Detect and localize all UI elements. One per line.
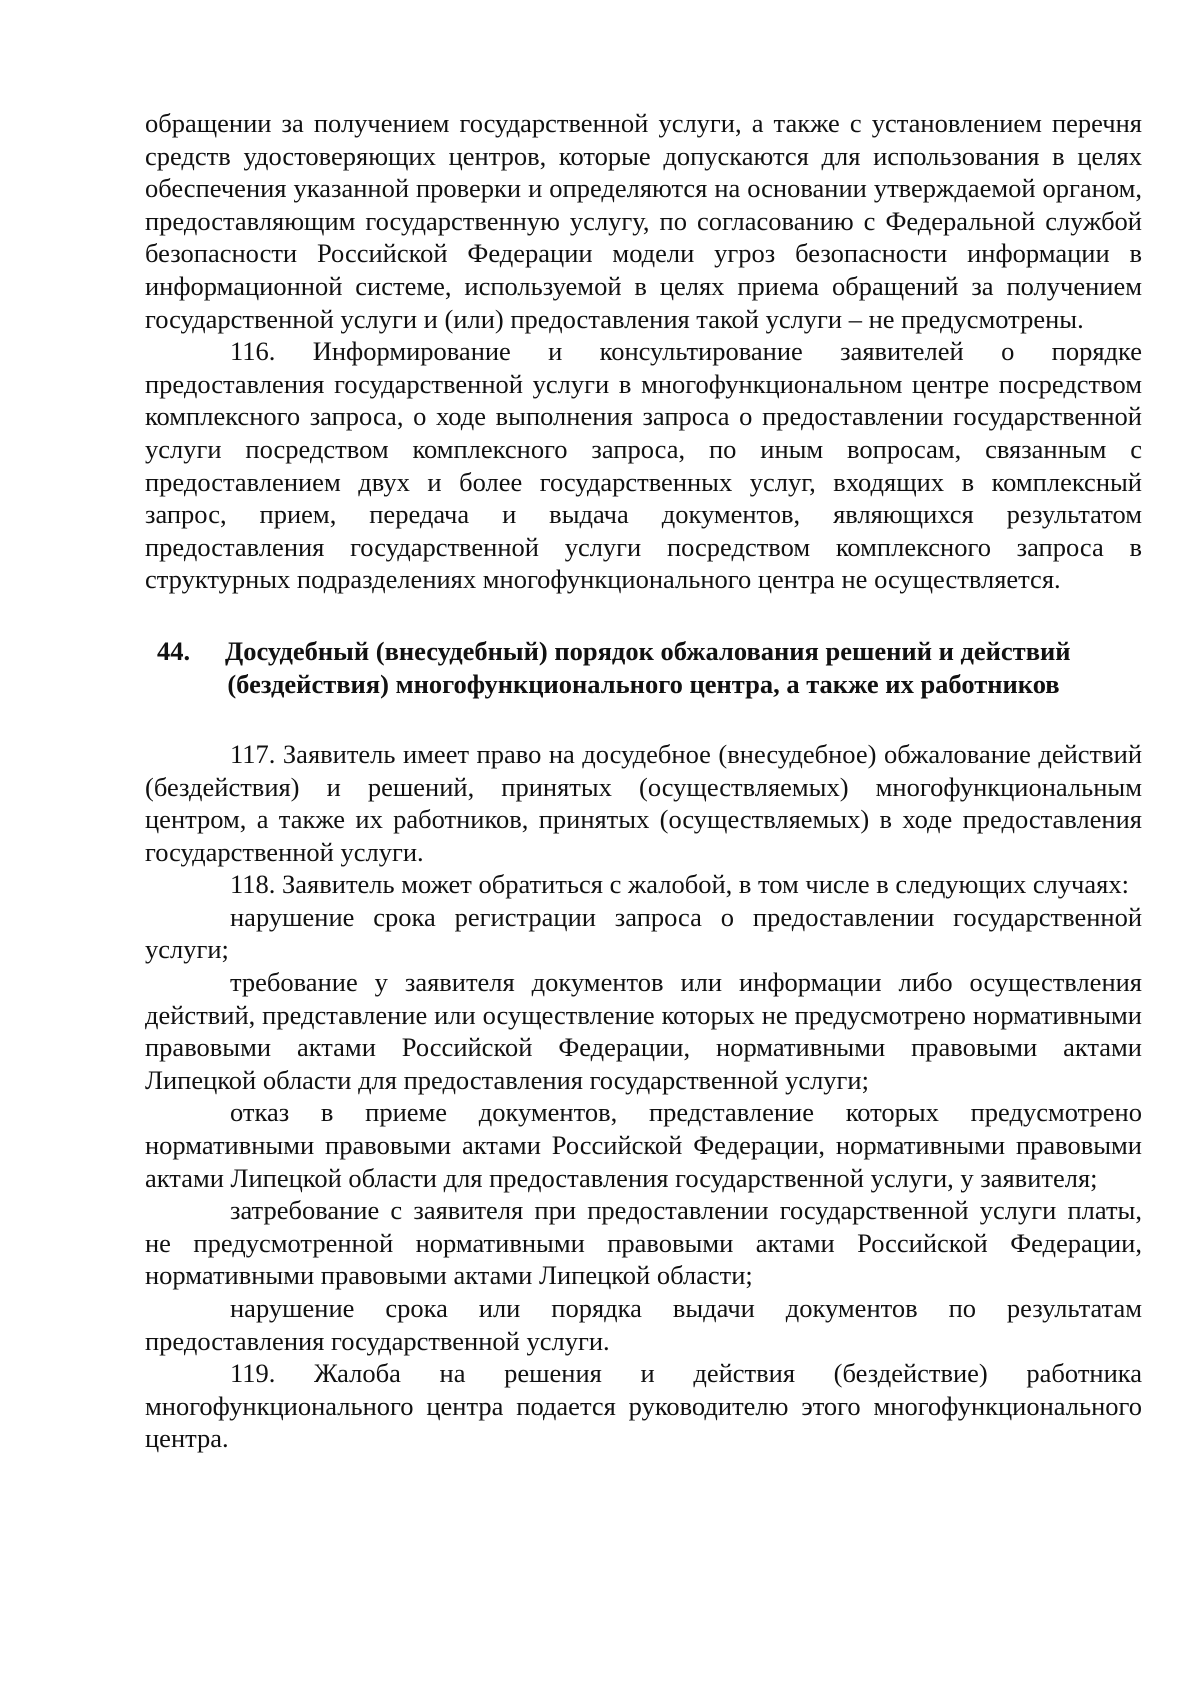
paragraph-116: 116. Информирование и консультирование заявителей о порядке предоставления государственной услуги в многофункциональном центре посредством комплексного запроса, о ходе выполнения запроса о предоставлении государственной услуги посредством комплексного запроса, по иным вопросам, связанным с предоставлением двух и более государственных услуг, входящих в комплексный запрос, прием, передача и выдача документов, являющихся результатом предоставления государственной услуги посредством комплексного запроса в структурных подразделениях многофункционального центра не осуществляется. <box>145 336 1142 595</box>
document-page <box>145 107 1142 1455</box>
paragraph-117: 117. Заявитель имеет право на досудебное (внесудебное) обжалование действий (бездействия) и решений, принятых (осуществляемых) многофункциональным центром, а также их работников, принятых (осуществляемых) в ходе предоставления государственной услуги. <box>145 738 1142 867</box>
list-item: отказ в приеме документов, представление которых предусмотрено нормативными правовыми актами Российской Федерации, нормативными правовыми актами Липецкой области для предоставления государственной услуги, у заявителя; <box>145 1097 1142 1193</box>
section-heading-line1 <box>145 635 1142 668</box>
section-title-line2: (бездействия) многофункционального центра, а также их работников <box>227 668 1060 699</box>
paragraph-118: 118. Заявитель может обратиться с жалобой, в том числе в следующих случаях: <box>230 869 1129 900</box>
list-item: нарушение срока или порядка выдачи документов по результатам предоставления государственной услуги. <box>145 1293 1142 1356</box>
paragraph-119: 119. Жалоба на решения и действия (бездействие) работника многофункционального центра подается руководителю этого многофункционального центра. <box>145 1358 1142 1454</box>
list-item: требование у заявителя документов или информации либо осуществления действий, представление или осуществление которых не предусмотрено нормативными правовыми актами Российской Федерации, нормативными правовыми актами Липецкой области для предоставления государственной услуги; <box>145 967 1142 1095</box>
paragraph-continuation: обращении за получением государственной услуги, а также с установлением перечня средств удостоверяющих центров, которые допускаются для использования в целях обеспечения указанной проверки и определяются на основании утверждаемой органом, предоставляющим государственную услугу, по согласованию с Федеральной службой безопасности Российской Федерации модели угроз безопасности информации в информационной системе, используемой в целях приема обращений за получением государственной услуги и (или) предоставления такой услуги – не предусмотрены. <box>145 108 1142 334</box>
list-item: затребование с заявителя при предоставлении государственной услуги платы, не предусмотренной нормативными правовыми актами Российской Федерации, нормативными правовыми актами Липецкой области; <box>145 1195 1142 1291</box>
section-title-line1: Досудебный (внесудебный) порядок обжалования решений и действий <box>225 635 1071 666</box>
section-number: 44. <box>157 635 191 666</box>
section-heading <box>145 635 1142 701</box>
list-item: нарушение срока регистрации запроса о предоставлении государственной услуги; <box>145 901 1142 965</box>
